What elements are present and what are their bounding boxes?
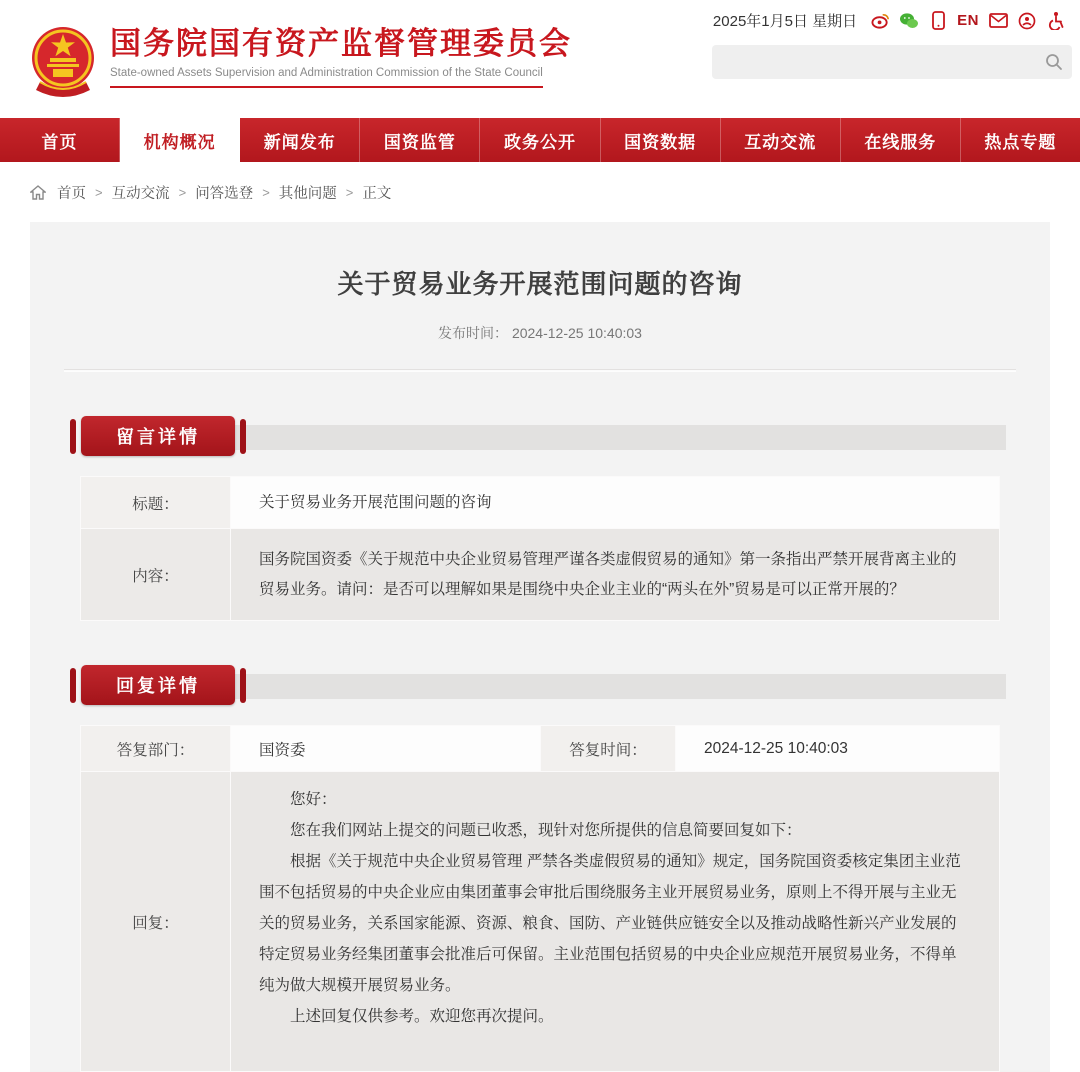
breadcrumb-item: 正文: [362, 185, 392, 202]
badge-right-bar: [240, 419, 246, 454]
nav-item[interactable]: [841, 118, 961, 162]
search-input[interactable]: [712, 54, 1036, 70]
nav-item[interactable]: [480, 118, 600, 162]
current-date: 2025年1月5日 星期日: [712, 13, 858, 30]
breadcrumb-separator: >: [95, 184, 103, 200]
nav-item-label: 机构概况: [143, 132, 216, 152]
breadcrumb-item[interactable]: 其他问题: [278, 185, 337, 202]
badge-left-bar: [70, 419, 76, 454]
reply-label: 回复：: [81, 772, 231, 1072]
nav-item[interactable]: [240, 118, 360, 162]
table-row: [81, 529, 1000, 621]
content-label: 内容：: [81, 529, 231, 621]
nav-item[interactable]: [961, 118, 1080, 162]
site-title: 国务院国有资产监督管理委员会: [110, 26, 572, 61]
search-icon[interactable]: [1036, 45, 1072, 79]
nav-item-label: 国资数据: [624, 132, 697, 152]
nav-item[interactable]: [721, 118, 841, 162]
reply-dept-value: 国资委: [231, 726, 541, 772]
reply-section-badge: 回复详情: [81, 665, 235, 705]
reply-paragraph: 您好：: [290, 791, 337, 808]
mobile-icon[interactable]: [928, 11, 948, 31]
nav-item[interactable]: [0, 118, 120, 162]
publish-label: 发布时间：: [438, 325, 509, 341]
article-title: 关于贸易业务开展范围问题的咨询: [337, 269, 743, 299]
mail-icon[interactable]: [988, 11, 1008, 31]
badge-right-bar: [240, 668, 246, 703]
nav-item-label: 互动交流: [744, 132, 817, 152]
article-card: [30, 222, 1050, 1072]
message-table: [80, 476, 1000, 621]
reply-table: [80, 725, 1000, 1072]
weibo-icon[interactable]: [870, 11, 890, 31]
nav-item-label: 在线服务: [864, 132, 937, 152]
home-icon[interactable]: [30, 185, 46, 200]
reply-paragraph: 您在我们网站上提交的问题已收悉，现针对您所提供的信息简要回复如下：: [290, 822, 802, 839]
breadcrumb-item[interactable]: 问答选登: [195, 185, 254, 202]
title-divider: [64, 369, 1016, 372]
site-search: [712, 45, 1072, 79]
table-row: [81, 726, 1000, 772]
site-title-block: [110, 24, 572, 88]
utility-bar: [713, 10, 1066, 31]
site-header: [0, 0, 1080, 118]
breadcrumb-separator: >: [345, 184, 354, 200]
nav-item[interactable]: [120, 118, 240, 162]
nav-item-label: 新闻发布: [263, 132, 336, 152]
reply-time-value: 2024-12-25 10:40:03: [676, 726, 1000, 772]
reply-content: [231, 772, 1000, 1072]
breadcrumb-item[interactable]: 首页: [57, 185, 86, 202]
nav-item[interactable]: [601, 118, 721, 162]
nav-item-label: 国资监管: [383, 132, 456, 152]
breadcrumb-separator: >: [262, 184, 270, 200]
title-value: 关于贸易业务开展范围问题的咨询: [231, 477, 1000, 529]
accessibility-icon[interactable]: [1046, 11, 1066, 31]
site-logo[interactable]: [28, 24, 572, 102]
nav-item-label: 首页: [41, 132, 78, 152]
publish-time: 2024-12-25 10:40:03: [511, 325, 642, 341]
reply-section-heading: [70, 665, 1000, 703]
wechat-icon[interactable]: [899, 11, 919, 31]
message-section-badge: 留言详情: [81, 416, 235, 456]
reply-paragraph: 上述回复仅供参考。欢迎您再次提问。: [290, 1008, 554, 1025]
table-row: [81, 772, 1000, 1072]
nav-item-label: 政务公开: [503, 132, 576, 152]
english-version-link[interactable]: EN: [957, 12, 979, 29]
nav-item[interactable]: [360, 118, 480, 162]
reply-dept-label: 答复部门：: [81, 726, 231, 772]
breadcrumb: [30, 182, 391, 203]
badge-left-bar: [70, 668, 76, 703]
contact-icon[interactable]: [1017, 11, 1037, 31]
breadcrumb-bar: [0, 162, 1080, 222]
site-subtitle: State-owned Assets Supervision and Administration Commission of the State Council: [110, 67, 543, 88]
reply-time-label: 答复时间：: [541, 726, 676, 772]
breadcrumb-separator: >: [178, 184, 187, 200]
breadcrumb-item[interactable]: 互动交流: [111, 185, 170, 202]
message-section-heading: [70, 416, 1000, 454]
nav-item-label: 热点专题: [984, 132, 1057, 152]
title-label: 标题：: [81, 477, 231, 529]
publish-time-line: [30, 323, 1050, 343]
table-row: [81, 477, 1000, 529]
reply-paragraph: 根据《关于规范中央企业贸易管理 严禁各类虚假贸易的通知》规定，国务院国资委核定集团主业范围不包括贸易的中央企业应由集团董事会审批后围绕服务主业开展贸易业务，原则上不得开展与主业无关的贸易业务，关系国家能源、资源、粮食、国防、产业链供应链安全以及推动战略性新兴产业发展的特定贸易业务经集团董事会批准后可保留。主业范围包括贸易的中央企业应规范开展贸易业务，不得单纯为做大规模开展贸易业务。: [259, 853, 961, 994]
content-value: 国务院国资委《关于规范中央企业贸易管理严谨各类虚假贸易的通知》第一条指出严禁开展背离主业的贸易业务。请问：是否可以理解如果是围绕中央企业主业的“两头在外”贸易是可以正常开展的？: [231, 529, 1000, 621]
national-emblem-icon: [28, 24, 98, 102]
main-nav: [0, 118, 1080, 162]
